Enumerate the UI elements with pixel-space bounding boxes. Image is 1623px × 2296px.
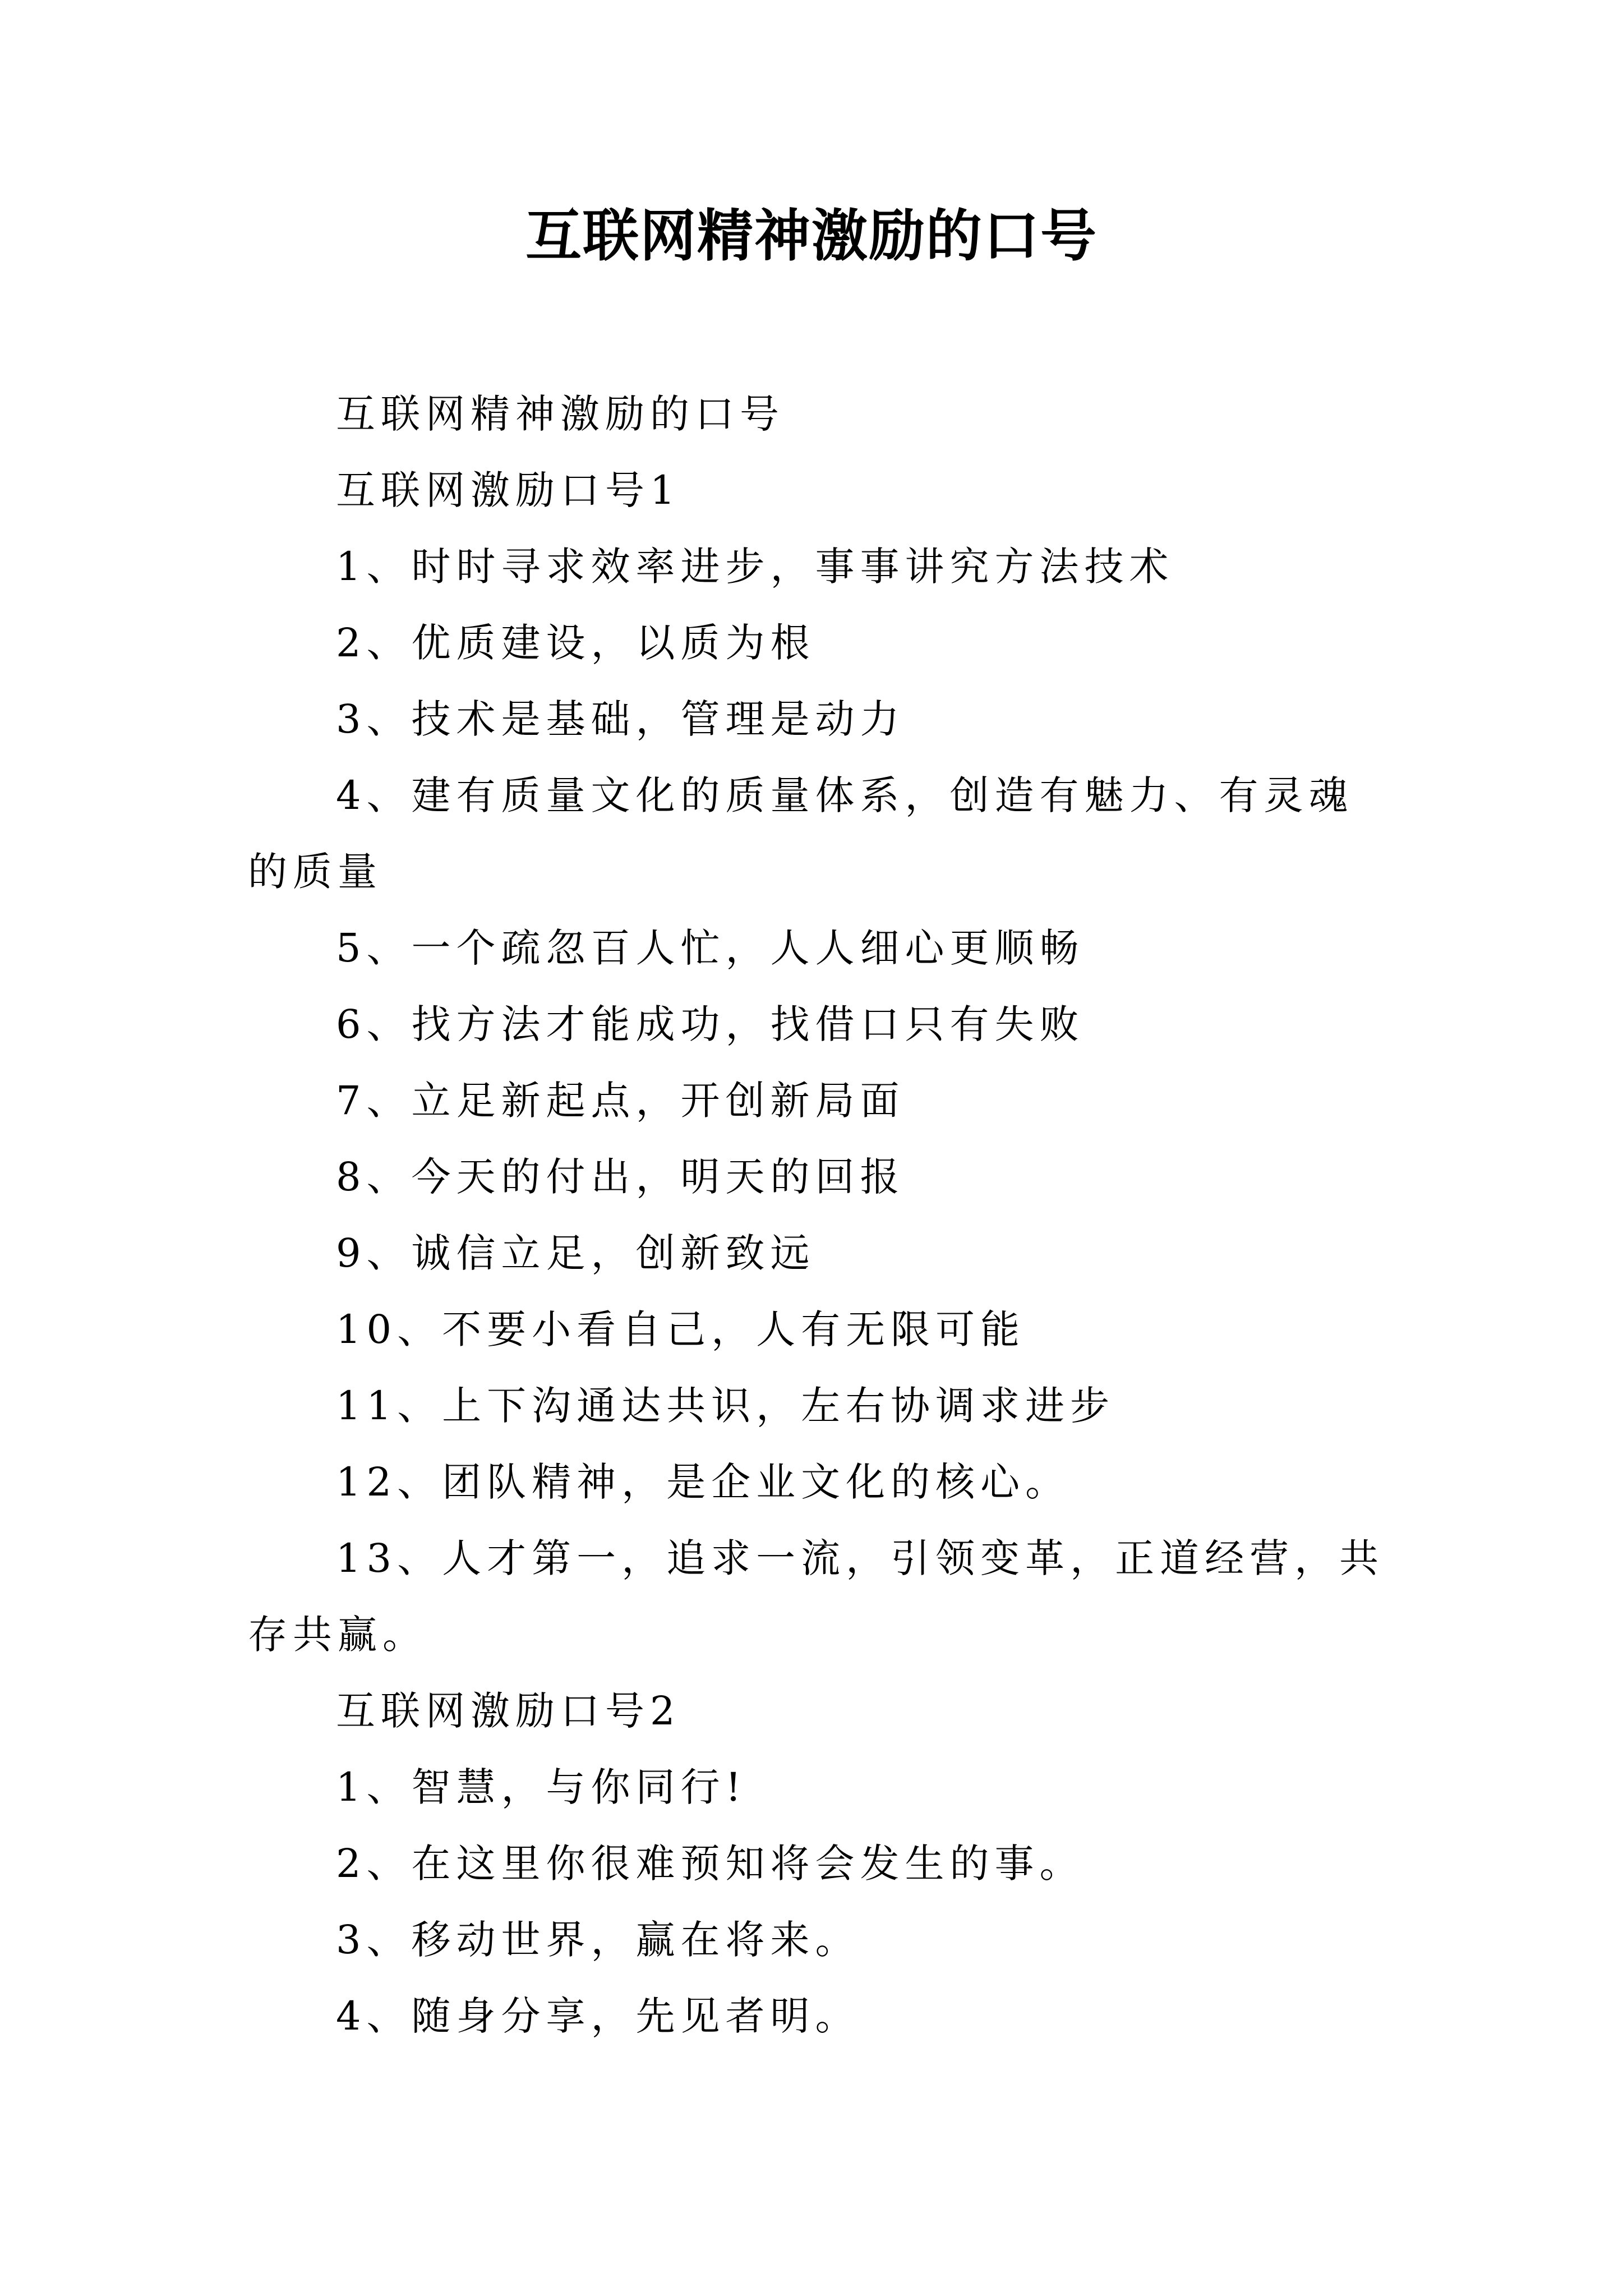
list-item: 1、智慧，与你同行!: [336, 1764, 747, 1810]
list-item: 11、上下沟通达共识，左右协调求进步: [336, 1383, 1115, 1429]
list-item: 8、今天的付出，明天的回报: [336, 1154, 905, 1200]
list-item: 3、移动世界，赢在将来。: [336, 1917, 860, 1963]
list-item: 3、技术是基础，管理是动力: [336, 696, 905, 742]
list-item: 1、时时寻求效率进步，事事讲究方法技术: [336, 544, 1174, 590]
list-item: 4、随身分享，先见者明。: [336, 1993, 860, 2039]
list-item: 10、不要小看自己，人有无限可能: [336, 1306, 1026, 1352]
list-item: 12、团队精神，是企业文化的核心。: [336, 1459, 1071, 1505]
list-item: 6、找方法才能成功，找借口只有失败: [336, 1001, 1085, 1047]
list-item: 9、诚信立足，创新致远: [336, 1230, 815, 1276]
section-heading-1: 互联网激励口号1: [336, 467, 681, 513]
list-item: 4、建有质量文化的质量体系，创造有魅力、有灵魂的质量: [248, 772, 1354, 895]
document-body: [248, 376, 1392, 2054]
list-item: 2、在这里你很难预知将会发生的事。: [336, 1841, 1085, 1887]
page-title: 互联网精神激励的口号: [525, 203, 1098, 269]
paragraph-heading: 互联网精神激励的口号: [336, 391, 785, 437]
list-item: 7、立足新起点，开创新局面: [336, 1078, 905, 1124]
list-item: 5、一个疏忽百人忙，人人细心更顺畅: [336, 925, 1085, 971]
list-item: 2、优质建设，以质为根: [336, 620, 815, 666]
section-heading-2: 互联网激励口号2: [336, 1688, 681, 1734]
list-item: 13、人才第一，追求一流，引领变革，正道经营，共存共赢。: [248, 1535, 1385, 1658]
